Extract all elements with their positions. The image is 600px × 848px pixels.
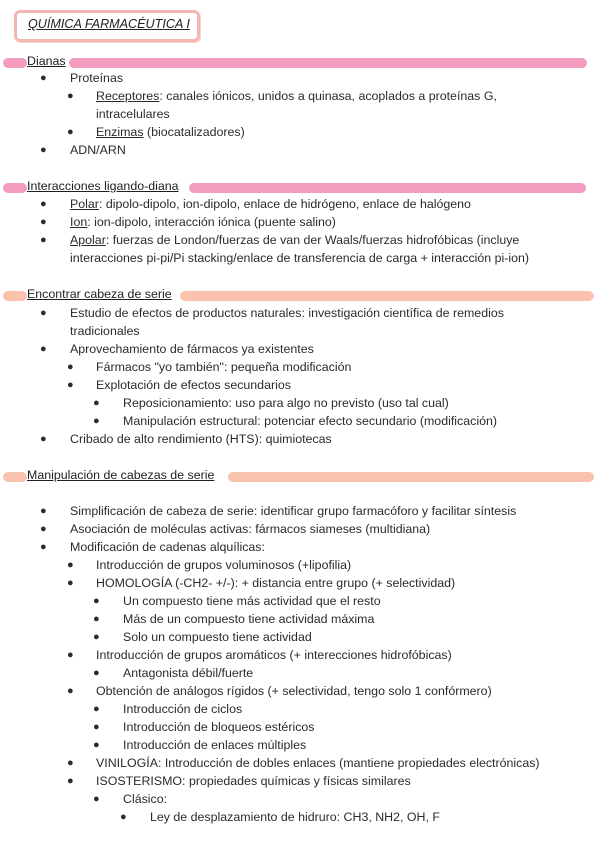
section-heading-manipulacion: Manipulación de cabezas de serie [0, 468, 600, 486]
bullet-icon: ● [67, 90, 74, 102]
list-item: Antagonista débil/fuerte [123, 666, 254, 680]
list-item: Estudio de efectos de productos naturales: investigación científica de remedios [70, 306, 504, 320]
bullet-icon: ● [40, 505, 47, 517]
bullet-icon: ● [93, 793, 100, 805]
bullet-icon: ● [40, 216, 47, 228]
list-item-continuation: interacciones pi-pi/Pi stacking/enlace de transferencia de carga + interacción pi-ion) [70, 251, 530, 265]
list-item: Un compuesto tiene más actividad que el resto [123, 594, 381, 608]
list-item: Modificación de cadenas alquílicas: [70, 540, 265, 554]
bullet-icon: ● [120, 811, 127, 823]
list-item: Asociación de moléculas activas: fármacos siameses (multidiana) [70, 522, 431, 536]
bullet-icon: ● [67, 649, 74, 661]
list-item: Manipulación estructural: potenciar efecto secundario (modificación) [123, 414, 497, 428]
bullet-icon: ● [93, 631, 100, 643]
bullet-icon: ● [67, 361, 74, 373]
list-item: Ion: ion-dipolo, interacción iónica (puente salino) [70, 215, 336, 229]
list-item: ISOSTERISMO: propiedades químicas y físicas similares [96, 774, 411, 788]
list-item: Introducción de enlaces múltiples [123, 738, 307, 752]
list-item: Reposicionamiento: uso para algo no previsto (uso tal cual) [123, 396, 449, 410]
list-item: Más de un compuesto tiene actividad máxima [123, 612, 375, 626]
bullet-icon: ● [67, 379, 74, 391]
bullet-icon: ● [40, 307, 47, 319]
bullet-icon: ● [67, 559, 74, 571]
list-item: Obtención de análogos rígidos (+ selectividad, tengo solo 1 confórmero) [96, 684, 492, 698]
list-item: Fármacos "yo también": pequeña modificación [96, 360, 352, 374]
bullet-icon: ● [40, 433, 47, 445]
bullet-icon: ● [40, 144, 47, 156]
list-item: Explotación de efectos secundarios [96, 378, 291, 392]
bullet-icon: ● [67, 775, 74, 787]
list-item: Simplificación de cabeza de serie: identificar grupo farmacóforo y facilitar síntesis [70, 504, 517, 518]
list-item: ADN/ARN [70, 143, 126, 157]
list-item: Solo un compuesto tiene actividad [123, 630, 312, 644]
bullet-icon: ● [67, 126, 74, 138]
list-item: Introducción de bloqueos estéricos [123, 720, 315, 734]
bullet-icon: ● [67, 577, 74, 589]
bullet-icon: ● [93, 703, 100, 715]
list-item: Cribado de alto rendimiento (HTS): quimiotecas [70, 432, 332, 446]
bullet-icon: ● [67, 757, 74, 769]
list-item: Enzimas (biocatalizadores) [96, 125, 245, 139]
bullet-icon: ● [40, 234, 47, 246]
list-item: Proteínas [70, 71, 124, 85]
list-item: Introducción de grupos voluminosos (+lipofilia) [96, 558, 352, 572]
section-heading-dianas: Dianas [0, 54, 600, 72]
bullet-icon: ● [93, 613, 100, 625]
bullet-icon: ● [40, 523, 47, 535]
list-item: Polar: dipolo-dipolo, ion-dipolo, enlace de hidrógeno, enlace de halógeno [70, 197, 471, 211]
bullet-icon: ● [93, 397, 100, 409]
page-title: QUÍMICA FARMACÉUTICA I [28, 17, 190, 31]
list-item: Introducción de ciclos [123, 702, 243, 716]
section-heading-encontrar: Encontrar cabeza de serie [0, 287, 600, 305]
bullet-icon: ● [93, 595, 100, 607]
bullet-icon: ● [93, 667, 100, 679]
bullet-icon: ● [93, 415, 100, 427]
list-item: Ley de desplazamiento de hidruro: CH3, NH2, OH, F [150, 810, 440, 824]
list-item: Clásico: [123, 792, 168, 806]
bullet-icon: ● [93, 721, 100, 733]
bullet-icon: ● [40, 343, 47, 355]
list-item-continuation: tradicionales [70, 324, 140, 338]
section-heading-interacciones: Interacciones ligando-diana [0, 179, 600, 197]
list-item: HOMOLOGÍA (-CH2- +/-): + distancia entre grupo (+ selectividad) [96, 576, 456, 590]
bullet-icon: ● [67, 685, 74, 697]
list-item: Aprovechamiento de fármacos ya existentes [70, 342, 314, 356]
bullet-icon: ● [93, 739, 100, 751]
bullet-icon: ● [40, 541, 47, 553]
list-item: VINILOGÍA: Introducción de dobles enlaces (mantiene propiedades electrónicas) [96, 756, 540, 770]
bullet-icon: ● [40, 198, 47, 210]
list-item: Receptores: canales iónicos, unidos a quinasa, acoplados a proteínas G, [96, 89, 497, 103]
bullet-icon: ● [40, 72, 47, 84]
list-item: Introducción de grupos aromáticos (+ interecciones hidrofóbicas) [96, 648, 452, 662]
list-item: Apolar: fuerzas de London/fuerzas de van der Waals/fuerzas hidrofóbicas (incluye [70, 233, 520, 247]
list-item-continuation: intracelulares [96, 107, 170, 121]
